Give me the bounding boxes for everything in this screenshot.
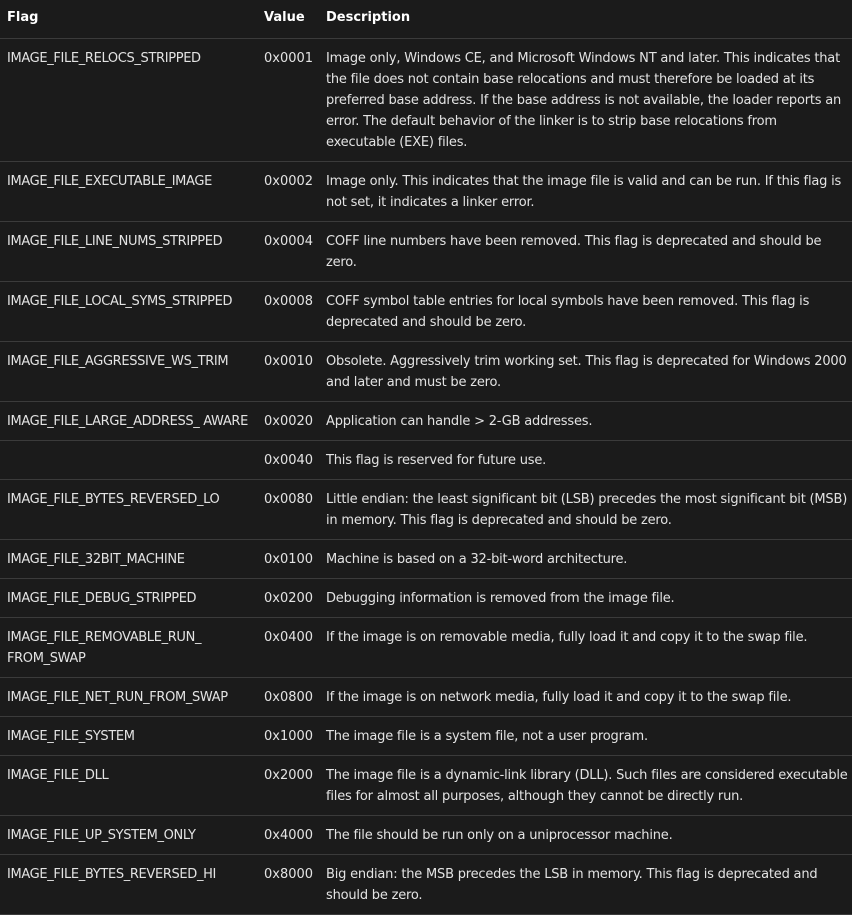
description-cell: This flag is reserved for future use. [319,441,852,480]
description-cell: Image only, Windows CE, and Microsoft Windows NT and later. This indicates that the file does not contain base relocations and must therefore be loaded at its preferred base address. If the base address is not available, the loader reports an error. The default behavior of the linker is to strip base relocations from executable (EXE) files. [319,39,852,162]
description-cell: Big endian: the MSB precedes the LSB in memory. This flag is deprecated and should be zero. [319,855,852,915]
value-cell: 0x1000 [257,717,319,756]
value-cell: 0x0200 [257,579,319,618]
description-cell: Application can handle > 2-GB addresses. [319,402,852,441]
flag-cell: IMAGE_FILE_BYTES_REVERSED_LO [0,480,257,540]
table-row [0,618,852,678]
value-cell: 0x0001 [257,39,319,162]
value-cell: 0x0100 [257,540,319,579]
table-row [0,222,852,282]
value-cell: 0x0800 [257,678,319,717]
flag-cell: IMAGE_FILE_32BIT_MACHINE [0,540,257,579]
description-cell: Machine is based on a 32-bit-word architecture. [319,540,852,579]
description-cell: Debugging information is removed from the image file. [319,579,852,618]
value-cell: 0x2000 [257,756,319,816]
table-row [0,717,852,756]
value-cell: 0x0008 [257,282,319,342]
table-row [0,162,852,222]
table-row [0,441,852,480]
column-header-description: Description [319,0,852,39]
table-row [0,540,852,579]
table-row [0,342,852,402]
table-row [0,282,852,342]
description-cell: If the image is on removable media, fully load it and copy it to the swap file. [319,618,852,678]
flag-cell: IMAGE_FILE_REMOVABLE_RUN_ FROM_SWAP [0,618,257,678]
flag-cell: IMAGE_FILE_BYTES_REVERSED_HI [0,855,257,915]
table-row [0,480,852,540]
value-cell: 0x0020 [257,402,319,441]
table-row [0,816,852,855]
description-cell: Image only. This indicates that the image file is valid and can be run. If this flag is not set, it indicates a linker error. [319,162,852,222]
description-cell: Obsolete. Aggressively trim working set. This flag is deprecated for Windows 2000 and later and must be zero. [319,342,852,402]
value-cell: 0x8000 [257,855,319,915]
value-cell: 0x0004 [257,222,319,282]
flag-cell: IMAGE_FILE_LARGE_ADDRESS_ AWARE [0,402,257,441]
value-cell: 0x0010 [257,342,319,402]
description-cell: The file should be run only on a uniprocessor machine. [319,816,852,855]
description-cell: COFF symbol table entries for local symbols have been removed. This flag is deprecated and should be zero. [319,282,852,342]
flag-cell [0,441,257,480]
description-cell: Little endian: the least significant bit (LSB) precedes the most significant bit (MSB) in memory. This flag is deprecated and should be zero. [319,480,852,540]
column-header-flag: Flag [0,0,257,39]
value-cell: 0x4000 [257,816,319,855]
description-cell: The image file is a dynamic-link library (DLL). Such files are considered executable files for almost all purposes, although they cannot be directly run. [319,756,852,816]
value-cell: 0x0080 [257,480,319,540]
value-cell: 0x0400 [257,618,319,678]
column-header-value: Value [257,0,319,39]
flag-cell: IMAGE_FILE_DLL [0,756,257,816]
table-row [0,756,852,816]
description-cell: The image file is a system file, not a user program. [319,717,852,756]
description-cell: If the image is on network media, fully load it and copy it to the swap file. [319,678,852,717]
flag-cell: IMAGE_FILE_NET_RUN_FROM_SWAP [0,678,257,717]
table-row [0,39,852,162]
table-row [0,402,852,441]
flag-cell: IMAGE_FILE_AGGRESSIVE_WS_TRIM [0,342,257,402]
table-header-row [0,0,852,39]
flag-cell: IMAGE_FILE_LINE_NUMS_STRIPPED [0,222,257,282]
flag-cell: IMAGE_FILE_UP_SYSTEM_ONLY [0,816,257,855]
value-cell: 0x0002 [257,162,319,222]
table-row [0,678,852,717]
table-row [0,579,852,618]
flag-cell: IMAGE_FILE_EXECUTABLE_IMAGE [0,162,257,222]
flag-cell: IMAGE_FILE_LOCAL_SYMS_STRIPPED [0,282,257,342]
flag-cell: IMAGE_FILE_DEBUG_STRIPPED [0,579,257,618]
flag-cell: IMAGE_FILE_SYSTEM [0,717,257,756]
description-cell: COFF line numbers have been removed. This flag is deprecated and should be zero. [319,222,852,282]
flag-cell: IMAGE_FILE_RELOCS_STRIPPED [0,39,257,162]
table-row [0,855,852,915]
value-cell: 0x0040 [257,441,319,480]
